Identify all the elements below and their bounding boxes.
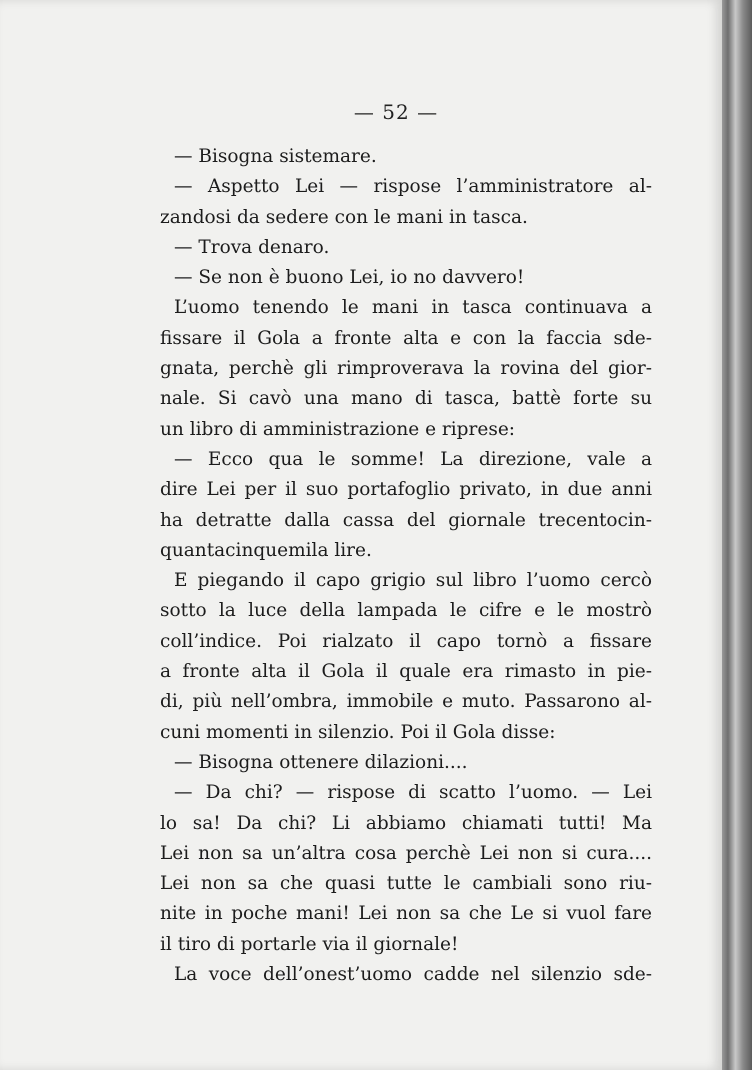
- paragraph: [160, 960, 652, 990]
- text-line: — Bisogna sistemare.: [174, 146, 377, 167]
- paragraph: [160, 748, 652, 778]
- text-line: L’uomo tenendo le mani in tasca continuava a: [174, 297, 652, 319]
- text-line: nale. Si cavò una mano di tasca, battè forte su: [160, 388, 652, 410]
- paragraph: [160, 233, 652, 263]
- text-line: — Bisogna ottenere dilazioni....: [174, 751, 468, 773]
- text-line: lo sa! Da chi? Li abbiamo chiamati tutti! Ma: [160, 812, 652, 834]
- text-line: — Se non è buono Lei, io no davvero!: [174, 267, 525, 289]
- text-line: E piegando il capo grigio sul libro l’uomo cercò: [174, 570, 652, 592]
- text-line: coll’indice. Poi rialzato il capo tornò a fissare: [160, 630, 652, 652]
- page-edge: [722, 0, 752, 1070]
- text-line: ha detratte dalla cassa del giornale trecentocin-: [160, 509, 652, 531]
- paragraph: [160, 445, 652, 566]
- text-line: fissare il Gola a fronte alta e con la faccia sde-: [160, 327, 652, 349]
- text-line: gnata, perchè gli rimproverava la rovina del gior-: [160, 358, 652, 380]
- text-line: il tiro di portarle via il giornale!: [160, 933, 459, 955]
- text-line: quantacinquemila lire.: [160, 539, 372, 561]
- text-line: nite in poche mani! Lei non sa che Le si vuol fare: [160, 903, 652, 925]
- text-line: un libro di amministrazione e riprese:: [160, 418, 515, 440]
- paragraph: [160, 172, 652, 233]
- text-line: — Aspetto Lei — rispose l’amministratore al-: [174, 176, 652, 198]
- paragraph: [160, 778, 652, 960]
- page-text: [160, 142, 652, 990]
- text-line: — Ecco qua le somme! La direzione, vale a: [174, 448, 652, 470]
- paragraph: [160, 142, 652, 172]
- text-line: a fronte alta il Gola il quale era rimasto in pie-: [160, 661, 652, 683]
- text-line: dire Lei per il suo portafoglio privato, in due anni: [160, 479, 652, 501]
- text-line: Lei non sa un’altra cosa perchè Lei non si cura....: [160, 842, 652, 864]
- text-line: Lei non sa che quasi tutte le cambiali sono riu-: [160, 873, 652, 895]
- paragraph: [160, 566, 652, 748]
- paragraph: [160, 263, 652, 293]
- text-line: La voce dell’onest’uomo cadde nel silenzio sde-: [174, 964, 652, 986]
- text-line: cuni momenti in silenzio. Poi il Gola disse:: [160, 721, 556, 743]
- text-line: zandosi da sedere con le mani in tasca.: [160, 206, 528, 228]
- paragraph: [160, 293, 652, 444]
- page-number: — 52 —: [353, 100, 439, 124]
- text-line: — Da chi? — rispose di scatto l’uomo. — Lei: [174, 782, 652, 804]
- text-line: sotto la luce della lampada le cifre e le mostrò: [160, 600, 652, 622]
- text-line: di, più nell’ombra, immobile e muto. Passarono al-: [160, 691, 652, 713]
- text-line: — Trova denaro.: [174, 236, 330, 258]
